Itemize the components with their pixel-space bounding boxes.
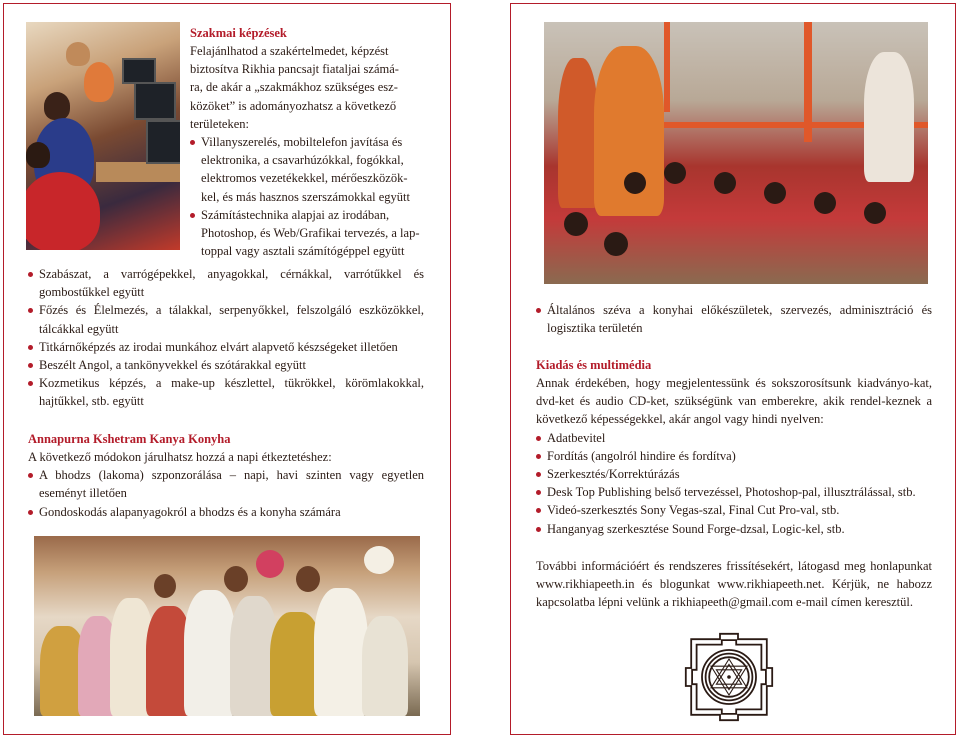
bullet-icon (28, 510, 33, 515)
kiadas-intro: Annak érdekében, hogy megjelentessünk és sokszorosítsunk kiadványo-kat, dvd-ket és audio CD-ket, szükségünk van emberekre, akik rendel-keznek a következő képességekkel, akár angol vagy hindi nyelven: (536, 376, 932, 427)
list-item-text: Beszélt Angol, a tankönyvekkel és szótárakkal együtt (39, 358, 306, 373)
bullet-icon (536, 508, 541, 513)
szakmai-narrow-list (190, 133, 424, 260)
list-item-text: Desk Top Publishing belső tervezéssel, Photoshop-pal, illusztrálással, stb. (547, 485, 916, 500)
list-item-text: Gondoskodás alapanyagokról a bhodzs és a konyha számára (39, 504, 341, 519)
line: Villanyszerelés, mobiltelefon javítása és (201, 135, 403, 150)
bullet-icon (536, 308, 541, 313)
list-item-text: A bhodzs (lakoma) szponzorálása – napi, havi szinten vagy egyetlen eseményt illetően (39, 468, 424, 501)
line: elektronika, a csavarhúzókkal, fogókkal, (201, 153, 404, 168)
intro-line: Felajánlhatod a szakértelmedet, képzést (190, 44, 389, 58)
list-item (536, 301, 932, 337)
intro-line: biztosítva Rikhia pancsajt fiataljai számá- (190, 62, 399, 77)
bullet-icon (28, 473, 33, 478)
szakmai-heading: Szakmai képzések (190, 26, 287, 40)
bullet-icon (536, 527, 541, 532)
intro-line: területeken: (190, 116, 249, 131)
list-item (536, 483, 932, 501)
list-item (190, 133, 424, 206)
list-item-text: Titkárnőképzés az irodai munkához elvárt alapvető készségeket illetően (39, 339, 398, 354)
elders-photo (34, 536, 420, 716)
intro-line: közöket” is adományozhatsz a következő (190, 98, 397, 113)
line: elektromos vezetékekkel, mérőeszközök- (201, 171, 408, 186)
bullet-icon (28, 308, 33, 313)
list-item (28, 338, 424, 356)
kiadas-section (536, 356, 932, 538)
contact-info (536, 557, 932, 612)
kanya-bhoj-photo (544, 22, 928, 284)
list-item-text: Szerkesztés/Korrektúrázás (547, 467, 680, 482)
list-item-text: Adatbevitel (547, 430, 606, 445)
kanya-konyha-section (28, 430, 424, 521)
bullet-icon (28, 272, 33, 277)
list-item (190, 206, 424, 261)
list-item (28, 503, 424, 521)
list-item (536, 465, 932, 483)
list-item-text: Videó-szerkesztés Sony Vegas-szal, Final Cut Pro-val, stb. (547, 503, 840, 518)
list-item (536, 447, 932, 465)
szakmai-intro-text (190, 42, 424, 133)
kanya-heading: Annapurna Kshetram Kanya Konyha (28, 432, 231, 446)
list-item (536, 520, 932, 538)
kanya-intro: A következő módokon járulhatsz hozzá a napi étkeztetéshez: (28, 450, 332, 464)
list-item-text: Hanganyag szerkesztése Sound Forge-dzsal, Logic-kel, stb. (547, 521, 845, 536)
bullet-icon (536, 454, 541, 459)
sri-yantra-icon (684, 632, 774, 722)
list-item-text: Főzés és Élelmezés, a tálakkal, serpenyőkkel, felszolgáló eszközökkel, tálcákkal együtt (39, 303, 424, 336)
bullet-icon (28, 345, 33, 350)
list-item-text: Általános széva a konyhai előkészületek, szervezés, adminisztráció és logisztika területén (547, 303, 932, 336)
list-item (28, 265, 424, 301)
line: toppal vagy asztali számítógéppel együtt (201, 244, 405, 259)
list-item (28, 466, 424, 502)
list-item (536, 501, 932, 519)
right-top-list (536, 301, 932, 337)
bullet-icon (190, 140, 195, 145)
classroom-photo (26, 22, 180, 250)
list-item (28, 356, 424, 374)
line: Számítástechnika alapjai az irodában, (201, 207, 390, 222)
list-item (28, 301, 424, 337)
bullet-icon (536, 472, 541, 477)
list-item (28, 374, 424, 410)
list-item-text: Kozmetikus képzés, a make-up készlettel, tükrökkel, körömlakokkal, hajtűkkel, stb. együtt (39, 376, 424, 409)
bullet-icon (536, 490, 541, 495)
line: Photoshop, és Web/Grafikai tervezés, a lap- (201, 226, 420, 241)
kiadas-heading: Kiadás és multimédia (536, 358, 652, 372)
bullet-icon (536, 436, 541, 441)
szakmai-wide-list (28, 265, 424, 411)
list-item (536, 429, 932, 447)
line: kel, és más hasznos szerszámokkal együtt (201, 189, 410, 204)
intro-line: ra, de akár a „szakmákhoz szükséges esz- (190, 80, 398, 95)
contact-text: További információért és rendszeres frissítésekért, látogasd meg honlapunkat www.rikhiapeeth.in és blogunkat www.rikhiapeeth.net. Kérjük, ne habozz kapcsolatba lépni velünk a rikhiapeeth@gmail.com e-mail címen keresztül. (536, 559, 932, 610)
bullet-icon (28, 363, 33, 368)
list-item-text: Fordítás (angolról hindire és fordítva) (547, 448, 736, 463)
bullet-icon (28, 381, 33, 386)
szakmai-intro (190, 24, 424, 260)
list-item-text: Szabászat, a varrógépekkel, anyagokkal, cérnákkal, varrótűkkel és gombostűkkel együtt (39, 267, 424, 300)
bullet-icon (190, 213, 195, 218)
